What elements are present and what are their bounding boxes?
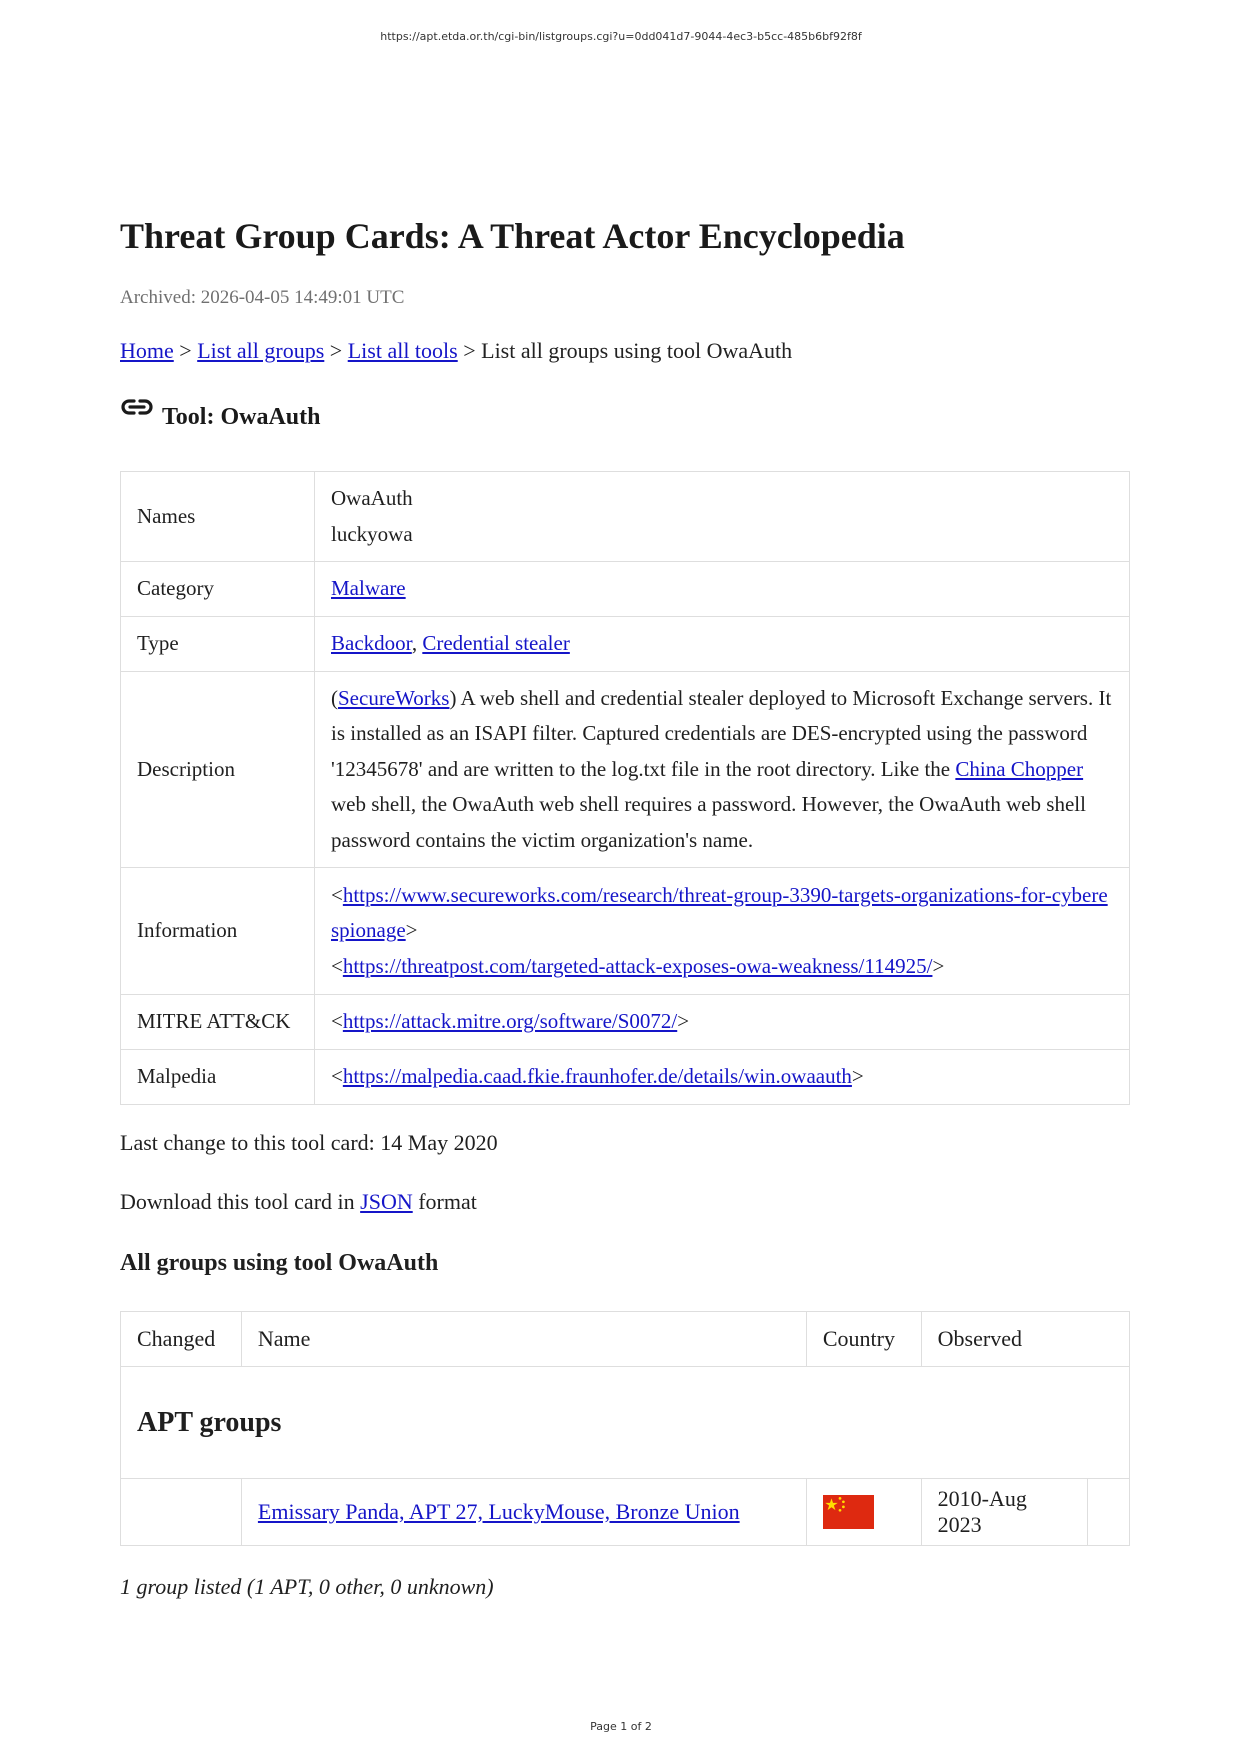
changed-cell [121, 1479, 242, 1546]
table-header-row [121, 1312, 1130, 1367]
info-link[interactable]: https://threatpost.com/targeted-attack-exposes-owa-weakness/114925/ [342, 953, 933, 978]
description-source-link[interactable]: SecureWorks [338, 685, 450, 710]
angle-bracket: < [331, 953, 343, 978]
names-label: Names [121, 472, 315, 562]
angle-bracket: < [331, 1009, 343, 1034]
table-row [121, 995, 1130, 1050]
name-item: luckyowa [331, 521, 413, 546]
tool-details-table [120, 471, 1130, 1105]
info-link[interactable]: https://www.secureworks.com/research/threat-group-3390-targets-organizations-for-cyberespionage [331, 882, 1108, 943]
table-row [121, 672, 1130, 868]
archived-timestamp: Archived: 2026-04-05 14:49:01 UTC [120, 287, 405, 308]
angle-bracket: > [932, 953, 945, 978]
type-label: Type [121, 617, 315, 672]
breadcrumb-separator: > [324, 338, 348, 363]
breadcrumb-current: > List all groups using tool OwaAuth [457, 338, 793, 363]
mitre-label: MITRE ATT&CK [121, 995, 315, 1050]
info-entry [331, 878, 1113, 949]
information-label: Information [121, 868, 315, 995]
download-prefix: Download this tool card in [120, 1189, 361, 1214]
category-value [315, 562, 1130, 617]
type-link-backdoor[interactable]: Backdoor [331, 631, 412, 656]
section-row [121, 1367, 1130, 1479]
tool-heading-text: Tool: OwaAuth [162, 404, 321, 430]
groups-heading: All groups using tool OwaAuth [120, 1250, 439, 1276]
description-value [315, 672, 1130, 868]
info-entry [331, 949, 1113, 985]
desc-paren: ( [331, 685, 338, 710]
column-header: Name [241, 1312, 806, 1367]
table-row [121, 617, 1130, 672]
table-row [121, 1050, 1130, 1105]
table-row [121, 868, 1130, 995]
breadcrumb-list-groups-link[interactable]: List all groups [197, 338, 325, 363]
page-title: Threat Group Cards: A Threat Actor Encyclopedia [120, 216, 905, 256]
type-value [315, 617, 1130, 672]
angle-bracket: > [405, 918, 418, 943]
breadcrumb-home-link[interactable]: Home [120, 338, 174, 363]
column-header: Country [806, 1312, 921, 1367]
breadcrumb-separator: > [173, 338, 198, 363]
category-link[interactable]: Malware [331, 576, 406, 601]
breadcrumb [120, 338, 792, 364]
observed-cell: 2010-Aug 2023 [921, 1479, 1088, 1546]
download-suffix: format [412, 1189, 477, 1214]
description-text: ) A web shell and credential stealer deployed to Microsoft Exchange servers. It is installed as an ISAPI filter. Captured credentials are DES-encrypted using the password '12345678' and are written to the log.txt file in the root directory. Like the [331, 685, 1112, 781]
names-value [315, 472, 1130, 562]
groups-table [120, 1311, 1130, 1546]
last-change-text: Last change to this tool card: 14 May 2020 [120, 1130, 498, 1155]
table-row [121, 562, 1130, 617]
tool-heading [120, 404, 320, 431]
angle-bracket: > [677, 1009, 690, 1034]
link-icon [120, 397, 154, 417]
angle-bracket: < [331, 1064, 343, 1089]
description-text: web shell, the OwaAuth web shell requires a password. However, the OwaAuth web shell password contains the victim organization's name. [331, 792, 1086, 852]
table-row [121, 1479, 1130, 1546]
china-flag-icon [823, 1495, 874, 1529]
mitre-value [315, 995, 1130, 1050]
json-download-link[interactable]: JSON [360, 1189, 413, 1214]
information-value [315, 868, 1130, 995]
page-footer: Page 1 of 2 [590, 1720, 652, 1733]
name-item: OwaAuth [331, 486, 413, 510]
country-cell [806, 1479, 921, 1546]
angle-bracket: < [331, 882, 343, 907]
mitre-link[interactable]: https://attack.mitre.org/software/S0072/ [342, 1009, 678, 1034]
angle-bracket: > [851, 1064, 864, 1089]
group-name-link[interactable]: Emissary Panda, APT 27, LuckyMouse, Bronze Union [257, 1499, 740, 1524]
download-line [120, 1189, 477, 1215]
name-cell [241, 1479, 806, 1546]
column-header: Observed [921, 1312, 1129, 1367]
table-row [121, 472, 1130, 562]
groups-summary: 1 group listed (1 APT, 0 other, 0 unknown) [120, 1574, 494, 1599]
china-chopper-link[interactable]: China Chopper [955, 756, 1084, 781]
malpedia-label: Malpedia [121, 1050, 315, 1105]
breadcrumb-list-tools-link[interactable]: List all tools [347, 338, 458, 363]
column-header: Changed [121, 1312, 242, 1367]
apt-groups-section-title: APT groups [121, 1367, 1130, 1479]
malpedia-value [315, 1050, 1130, 1105]
category-label: Category [121, 562, 315, 617]
malpedia-link[interactable]: https://malpedia.caad.fkie.fraunhofer.de/details/win.owaauth [342, 1064, 852, 1089]
type-link-credential-stealer[interactable]: Credential stealer [422, 631, 570, 656]
type-separator: , [411, 631, 423, 656]
empty-cell [1088, 1479, 1130, 1546]
description-label: Description [121, 672, 315, 868]
page-url-header: https://apt.etda.or.th/cgi-bin/listgroups.cgi?u=0dd041d7-9044-4ec3-b5cc-485b6bf92f8f [380, 30, 862, 43]
